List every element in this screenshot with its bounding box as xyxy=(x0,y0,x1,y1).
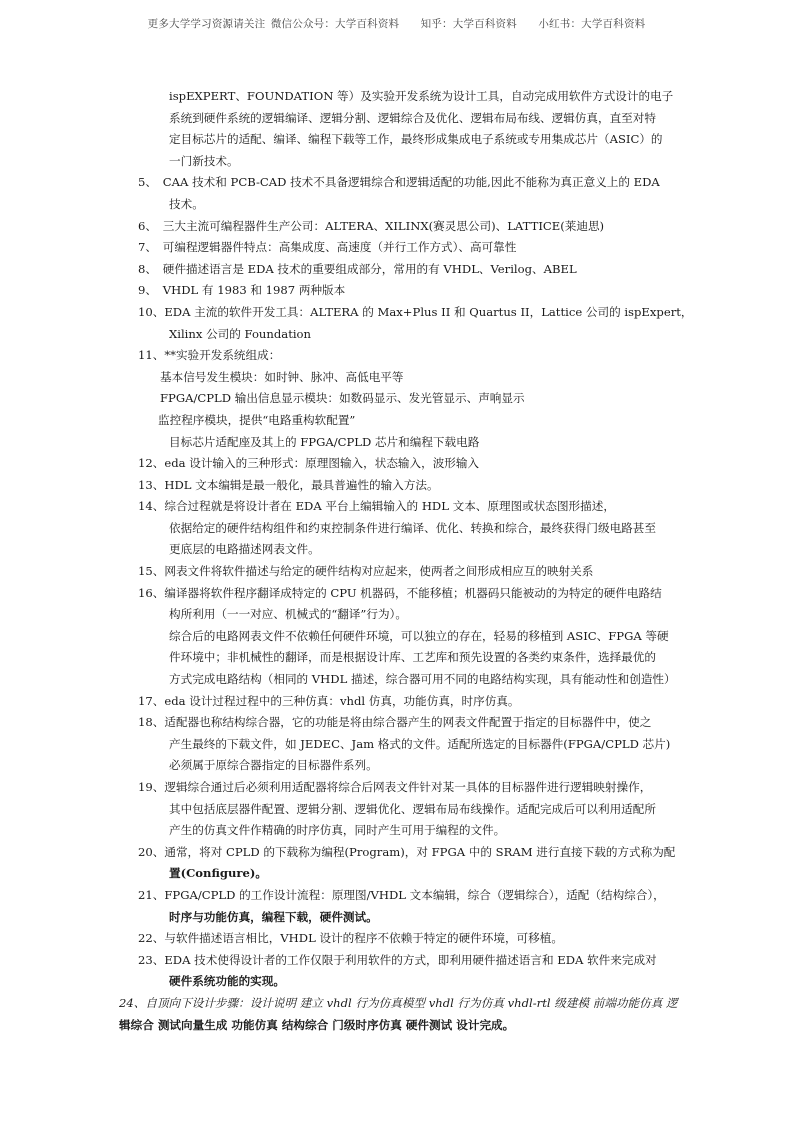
list-item: 13、HDL 文本编辑是最一般化，最具普遍性的输入方法。 xyxy=(138,477,439,492)
text-line: ispEXPERT、FOUNDATION 等）及实验开发系统为设计工具，自动完成用软件方式设计的电子 xyxy=(169,89,674,103)
text-line: 更底层的电路描述网表文件。 xyxy=(169,542,320,557)
list-item: 5、 CAA 技术和 PCB-CAD 技术不具备逻辑综合和逻辑适配的功能,因此不能称为真正意义上的 EDA xyxy=(138,175,660,190)
list-item: 6、 三大主流可编程器件生产公司：ALTERA、XILINX(赛灵思公司)、LATTICE(莱迪思) xyxy=(138,218,605,233)
list-item: 17、eda 设计过程过程中的三种仿真：vhdl 仿真，功能仿真，时序仿真。 xyxy=(138,693,520,708)
list-item: 19、逻辑综合通过后必须利用适配器将综合后网表文件针对某一具体的目标器件进行逻辑映射操作， xyxy=(138,780,652,794)
text-line: 目标芯片适配座及其上的 FPGA/CPLD 芯片和编程下载电路 xyxy=(169,434,480,449)
text-line: 必须属于原综合器指定的目标器件系列。 xyxy=(169,758,378,773)
text-line: 其中包括底层器件配置、逻辑分割、逻辑优化、逻辑布局布线操作。适配完成后可以利用适配所 xyxy=(169,801,656,816)
text-line: 产生的仿真文件作精确的时序仿真，同时产生可用于编程的文件。 xyxy=(169,823,506,838)
list-item: 22、与软件描述语言相比，VHDL 设计的程序不依赖于特定的硬件环境，可移植。 xyxy=(138,931,563,946)
text-line: 产生最终的下载文件，如 JEDEC、Jam 格式的文件。适配所选定的目标器件(FPGA/CPLD 芯片) xyxy=(169,736,671,751)
list-item: 24、自顶向下设计步骤：设计说明 建立 vhdl 行为仿真模型 vhdl 行为仿真 vhdl-rtl 级建模 前端功能仿真 逻 xyxy=(119,995,678,1010)
list-item: 8、 硬件描述语言是 EDA 技术的重要组成部分，常用的有 VHDL、Verilog、ABEL xyxy=(138,261,577,276)
text-line: Xilinx 公司的 Foundation xyxy=(169,326,312,341)
text-line: 件环境中；非机械性的翻译，而是根据设计库、工艺库和预先设置的各类约束条件，选择最优的 xyxy=(169,650,656,665)
text-line: 定目标芯片的适配、编译、编程下载等工作，最终形成集成电子系统或专用集成芯片（ASIC）的 xyxy=(169,132,663,147)
list-item: 21、FPGA/CPLD 的工作设计流程：原理图/VHDL 文本编辑，综合（逻辑综合），适配（结构综合）， xyxy=(138,887,665,902)
text-line: 综合后的电路网表文件不依赖任何硬件环境，可以独立的存在，轻易的移植到 ASIC、FPGA 等硬 xyxy=(169,628,669,643)
list-item: 11、**实验开发系统组成： xyxy=(138,348,281,363)
page-header: 更多大学学习资源请关注 微信公众号：大学百科资料 知乎：大学百科资料 小红书：大学百科资料 xyxy=(147,18,646,30)
list-item: 18、适配器也称结构综合器，它的功能是将由综合器产生的网表文件配置于指定的目标器件中，使之 xyxy=(138,715,652,730)
document-body xyxy=(119,86,693,1036)
list-item: 23、EDA 技术使得设计者的工作仅限于利用软件的方式，即利用硬件描述语言和 EDA 软件来完成对 xyxy=(138,952,657,967)
list-item: 16、编译器将软件程序翻译成特定的 CPU 机器码，不能移植；机器码只能被动的为特定的硬件电路结 xyxy=(138,585,662,600)
text-line: 基本信号发生模块：如时钟、脉冲、高低电平等 xyxy=(160,369,404,384)
text-line: FPGA/CPLD 输出信息显示模块：如数码显示、发光管显示、声响显示 xyxy=(160,391,525,406)
text-line: 方式完成电路结构（相同的 VHDL 描述，综合器可用不同的电路结构实现，具有能动性和创造性） xyxy=(169,672,676,687)
text-line: 时序与功能仿真，编程下载，硬件测试。 xyxy=(169,909,378,924)
list-item: 15、网表文件将软件描述与给定的硬件结构对应起来，使两者之间形成相应互的映射关系 xyxy=(138,564,594,579)
list-item: 9、 VHDL 有 1983 和 1987 两种版本 xyxy=(138,283,346,298)
text-line: 监控程序模块，提供“电路重构软配置” xyxy=(158,412,356,427)
text-line: 一门新技术。 xyxy=(169,153,239,168)
text-line: 系统到硬件系统的逻辑编译、逻辑分割、逻辑综合及优化、逻辑布局布线、逻辑仿真，直至对特 xyxy=(169,110,656,125)
list-item: 14、综合过程就是将设计者在 EDA 平台上编辑输入的 HDL 文本、原理图或状态图形描述， xyxy=(138,499,615,514)
text-line: 技术。 xyxy=(169,196,204,211)
list-item: 10、EDA 主流的软件开发工具：ALTERA 的 Max+Plus II 和 Quartus II，Lattice 公司的 ispExpert， xyxy=(138,304,693,319)
text-line: 置(Configure)。 xyxy=(169,866,267,881)
text-line: 构所利用（一一对应、机械式的“翻译”行为）。 xyxy=(169,607,407,622)
text-line: 依据给定的硬件结构组件和约束控制条件进行编译、优化、转换和综合，最终获得门级电路甚至 xyxy=(169,520,656,535)
text-line: 硬件系统功能的实现。 xyxy=(169,974,285,989)
text-line: 辑综合 测试向量生成 功能仿真 结构综合 门级时序仿真 硬件测试 设计完成。 xyxy=(119,1017,515,1032)
list-item: 7、 可编程逻辑器件特点：高集成度、高速度（并行工作方式）、高可靠性 xyxy=(138,240,517,255)
list-item: 12、eda 设计输入的三种形式：原理图输入，状态输入，波形输入 xyxy=(138,456,480,471)
list-item: 20、通常，将对 CPLD 的下载称为编程(Program)，对 FPGA 中的 SRAM 进行直接下载的方式称为配 xyxy=(138,844,676,859)
